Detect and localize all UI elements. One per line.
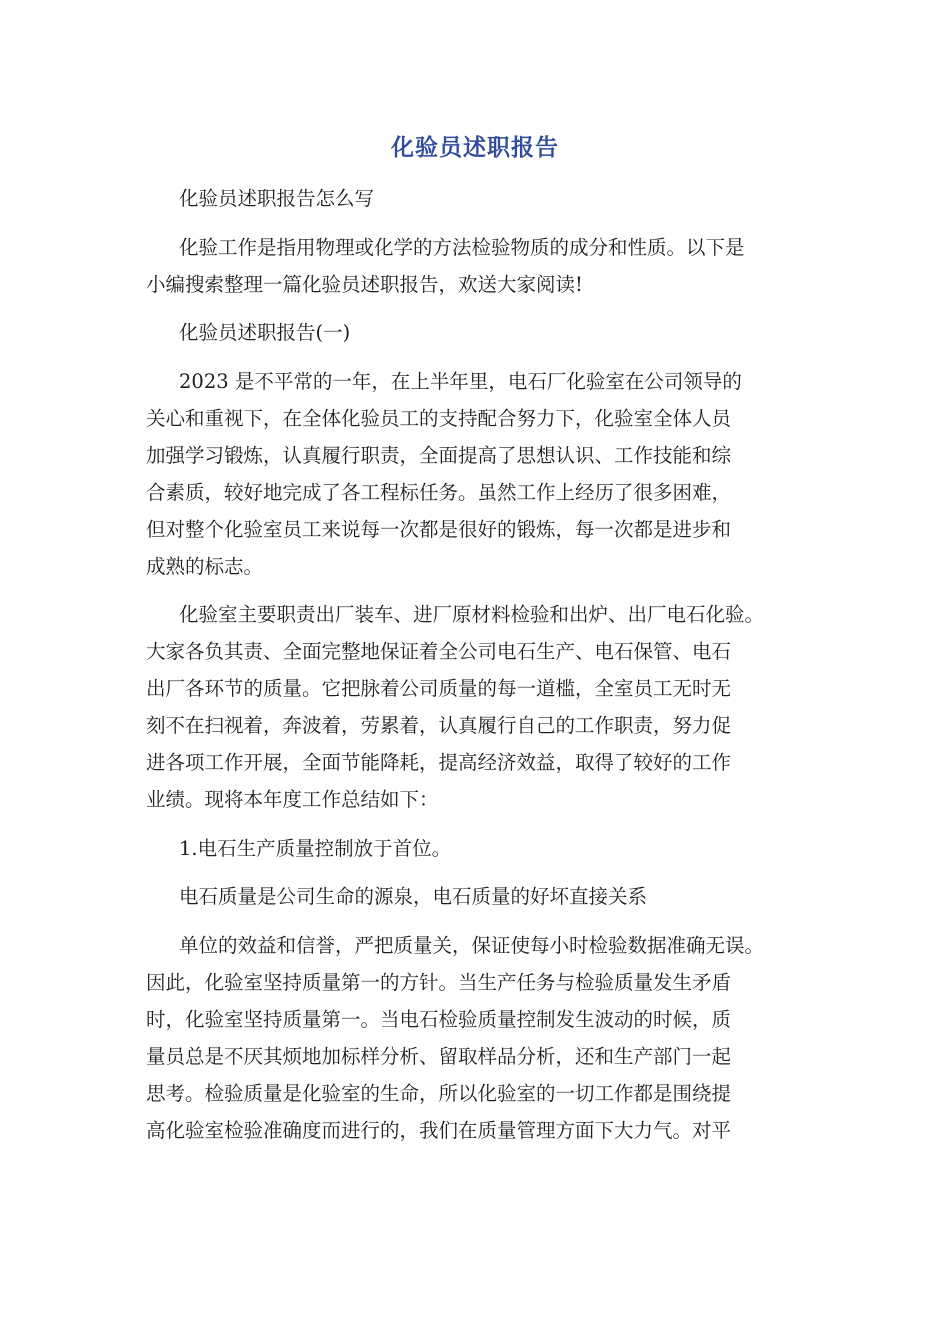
paragraph-line: 大家各负其责、全面完整地保证着全公司电石生产、电石保管、电石 xyxy=(146,640,732,663)
paragraph-line: 但对整个化验室员工来说每一次都是很好的锻炼，每一次都是进步和 xyxy=(146,517,732,541)
paragraph-line: 化验员述职报告(一) xyxy=(179,321,351,344)
paragraph-line: 1.电石生产质量控制放于首位。 xyxy=(179,836,452,860)
paragraph-line: 业绩。现将本年度工作总结如下： xyxy=(146,788,439,811)
document-title: 化验员述职报告 xyxy=(391,135,559,161)
paragraph xyxy=(146,314,826,351)
paragraph-line: 成熟的标志。 xyxy=(146,554,264,578)
paragraph xyxy=(146,363,826,585)
paragraph-line: 化验员述职报告怎么写 xyxy=(179,187,375,210)
paragraph-line: 量员总是不厌其烦地加标样分析、留取样品分析，还和生产部门一起 xyxy=(146,1044,732,1068)
paragraph-line: 思考。检验质量是化验室的生命，所以化验室的一切工作都是围绕提 xyxy=(146,1081,732,1105)
paragraph-line: 化验室主要职责出厂装车、进厂原材料检验和出炉、出厂电石化验。 xyxy=(179,603,765,626)
paragraph-line: 合素质，较好地完成了各工程标任务。虽然工作上经历了很多困难， xyxy=(146,480,732,504)
paragraph-line: 因此，化验室坚持质量第一的方针。当生产任务与检验质量发生矛盾 xyxy=(146,970,732,994)
paragraph-line: 出厂各环节的质量。它把脉着公司质量的每一道槛，全室员工无时无 xyxy=(146,677,732,700)
paragraph-line: 化验工作是指用物理或化学的方法检验物质的成分和性质。以下是 xyxy=(179,235,745,259)
paragraph-line: 小编搜索整理一篇化验员述职报告，欢送大家阅读! xyxy=(146,272,583,296)
paragraph-line: 时，化验室坚持质量第一。当电石检验质量控制发生波动的时候，质 xyxy=(146,1007,732,1031)
paragraph xyxy=(146,229,826,303)
paragraph-line: 关心和重视下，在全体化验员工的支持配合努力下，化验室全体人员 xyxy=(146,406,732,430)
paragraph xyxy=(146,830,826,867)
paragraph-line: 刻不在扫视着，奔波着，劳累着，认真履行自己的工作职责，努力促 xyxy=(146,714,732,737)
document-body xyxy=(146,180,826,1160)
paragraph-line: 高化验室检验准确度而进行的，我们在质量管理方面下大力气。对平 xyxy=(146,1118,732,1142)
paragraph xyxy=(146,596,826,818)
paragraph-line: 加强学习锻炼，认真履行职责，全面提高了思想认识、工作技能和综 xyxy=(146,443,732,467)
paragraph-line: 电石质量是公司生命的源泉，电石质量的好坏直接关系 xyxy=(179,885,648,908)
paragraph-line: 2023 是不平常的一年，在上半年里，电石厂化验室在公司领导的 xyxy=(179,369,742,393)
paragraph xyxy=(146,180,826,217)
paragraph-line: 单位的效益和信誉，严把质量关，保证使每小时检验数据准确无误。 xyxy=(179,933,765,957)
paragraph xyxy=(146,878,826,915)
paragraph xyxy=(146,927,826,1149)
paragraph-line: 进各项工作开展，全面节能降耗，提高经济效益，取得了较好的工作 xyxy=(146,751,732,774)
